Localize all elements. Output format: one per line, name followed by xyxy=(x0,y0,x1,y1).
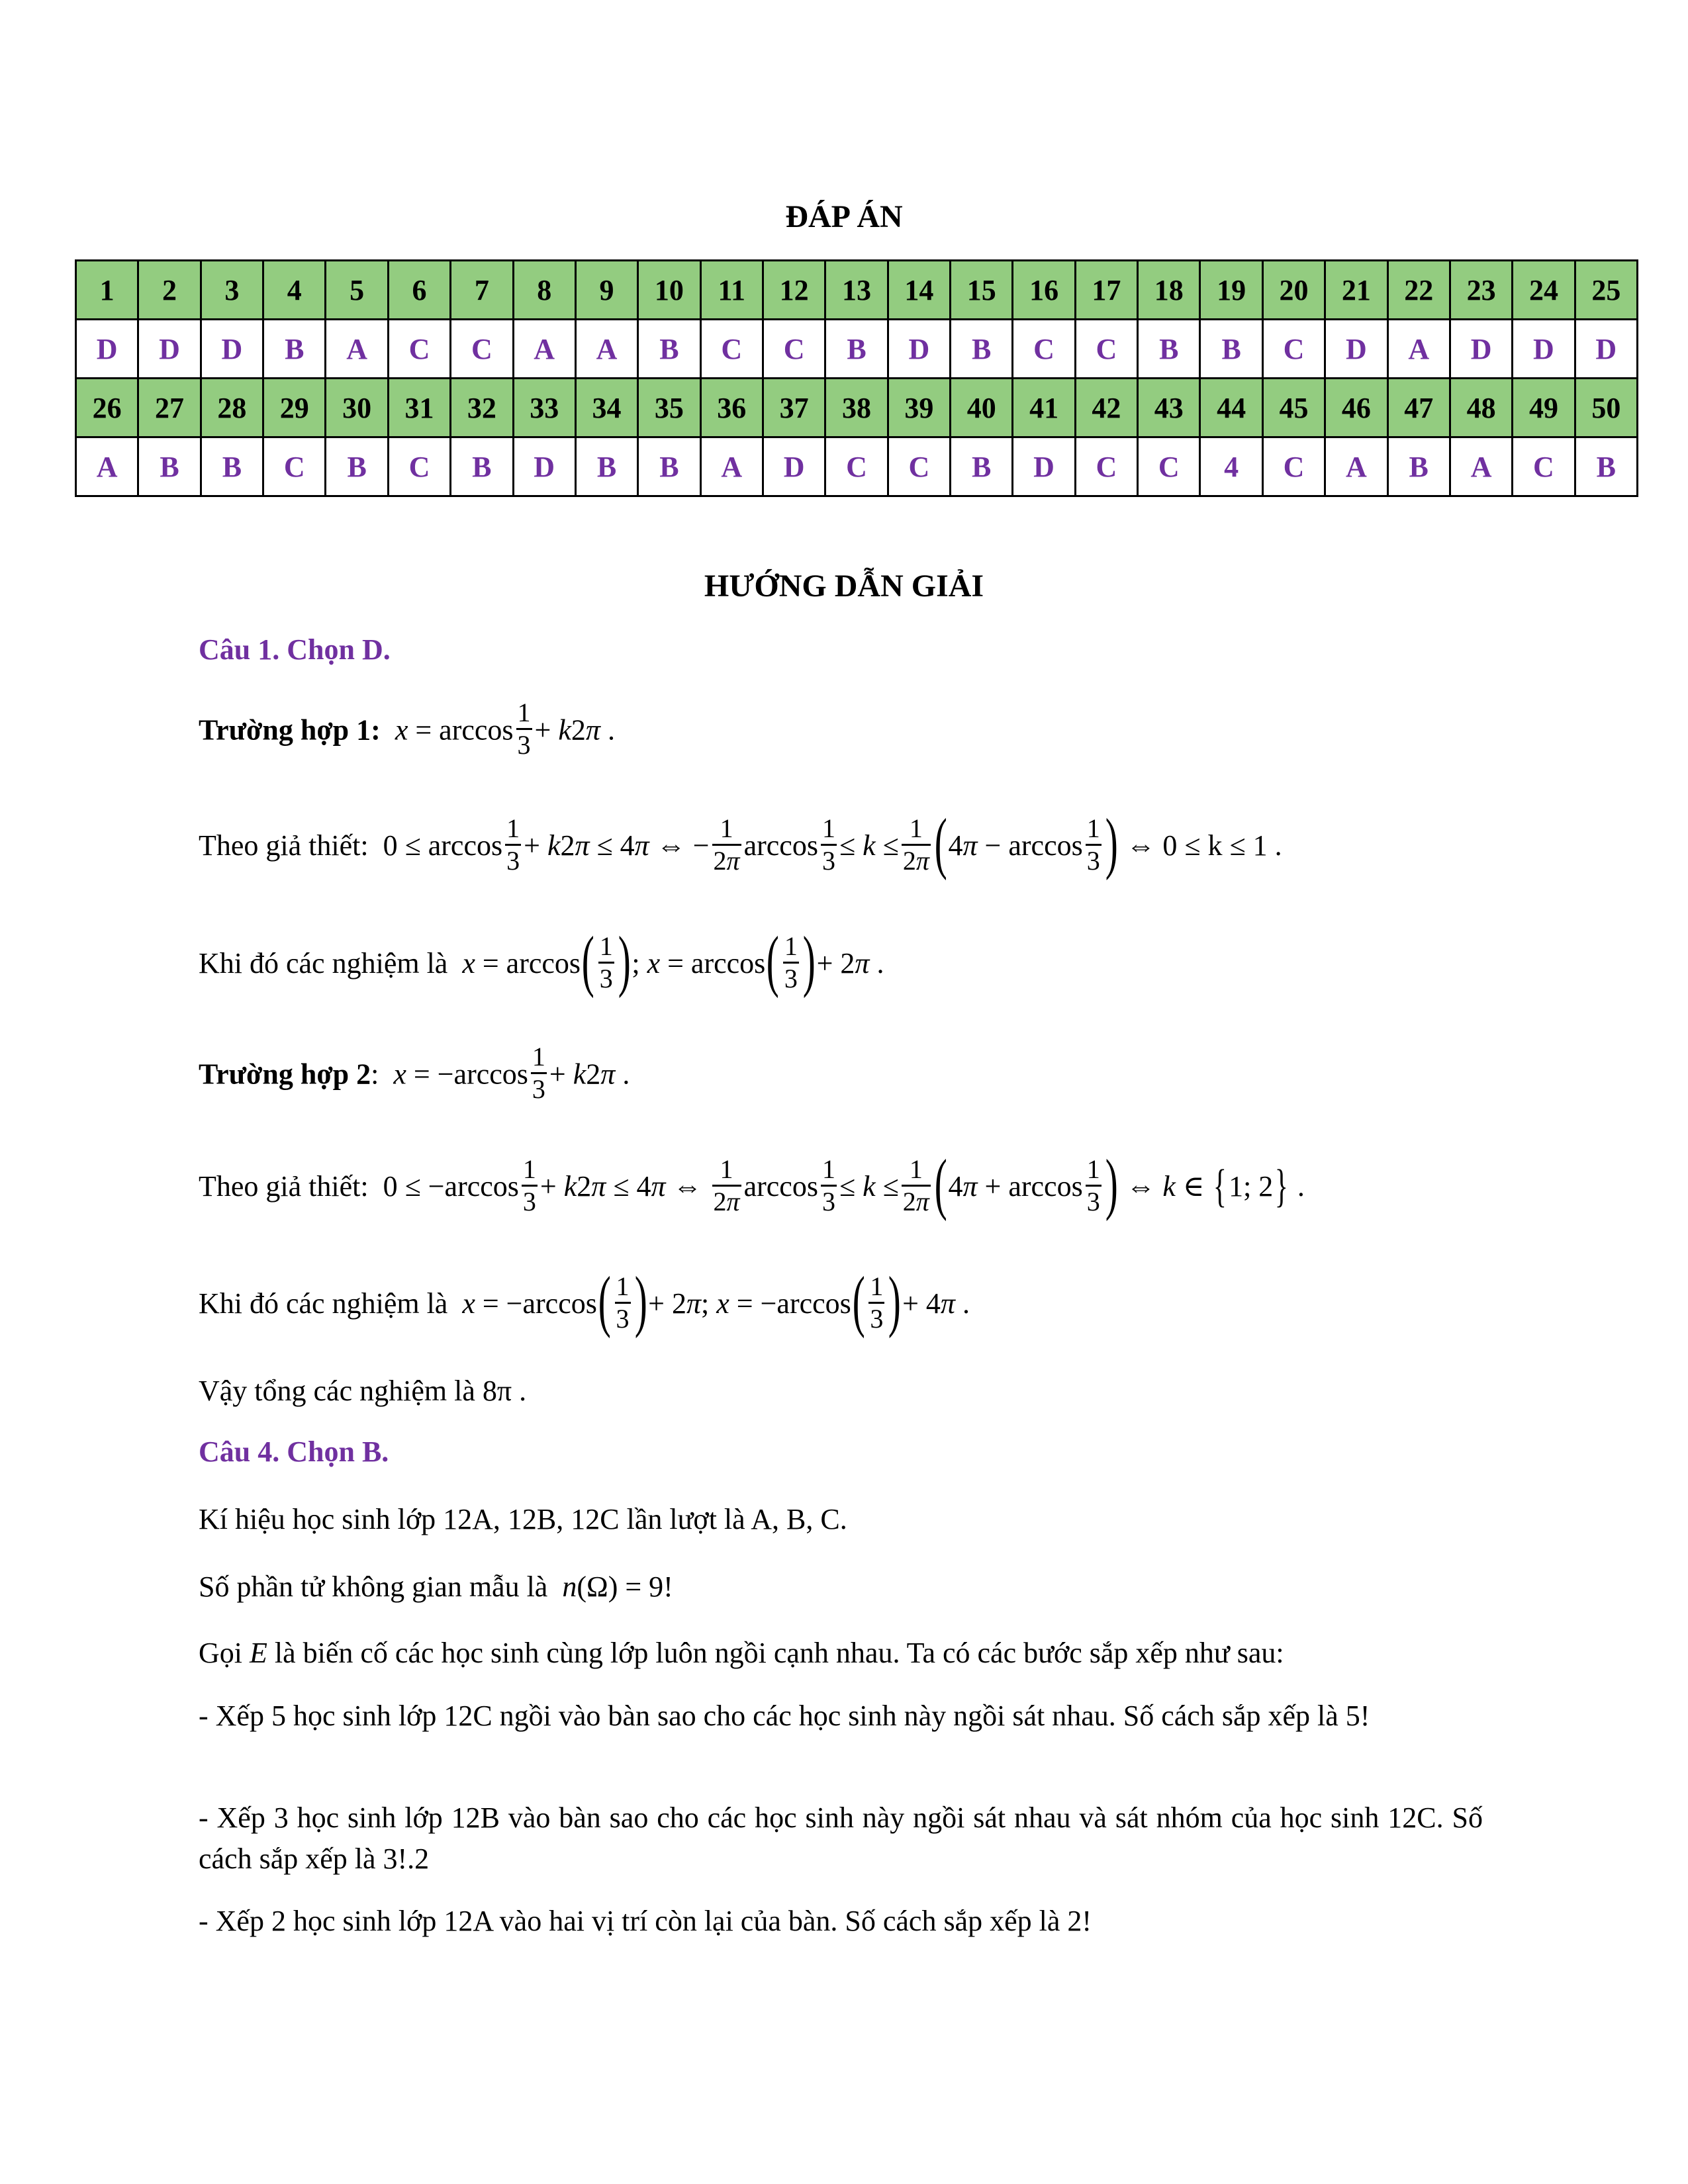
answer-cell: D xyxy=(1450,320,1512,379)
question-number-cell: 7 xyxy=(451,261,513,320)
paren-left: ( xyxy=(598,1263,611,1339)
answer-cell: D xyxy=(1513,320,1575,379)
question-number-cell: 24 xyxy=(1513,261,1575,320)
q4-p5: - Xếp 3 học sinh lớp 12B vào bàn sao cho các học sinh này ngồi sát nhau và sát nhóm của học sinh 12C. Số cách sắp xếp là 3!.2 xyxy=(199,1801,1483,1875)
q1-heading: Câu 1. Chọn D. xyxy=(199,633,391,666)
p2-text: Số phần tử không gian mẫu là xyxy=(199,1570,548,1603)
q1-case2-formula xyxy=(199,1042,630,1109)
case2-label: Trường hợp 2 xyxy=(199,1058,371,1091)
question-number-cell: 39 xyxy=(888,379,950,437)
formula-text: 0 ≤ −arccos xyxy=(375,1170,519,1203)
answer-cell: D xyxy=(138,320,201,379)
answer-cell: C xyxy=(1013,320,1075,379)
question-number-cell: 48 xyxy=(1450,379,1512,437)
then-label: Khi đó các nghiệm là xyxy=(199,1287,448,1320)
formula-text: + 2π; x = −arccos xyxy=(648,1287,851,1320)
answer-cell: B xyxy=(263,320,326,379)
question-number-cell: 28 xyxy=(201,379,263,437)
sum-value: 8π xyxy=(482,1375,512,1407)
formula-text: n(Ω) = xyxy=(562,1570,649,1603)
answer-cell: C xyxy=(263,437,326,496)
answer-cell: C xyxy=(1075,320,1137,379)
fraction: $\frac{1}{3}$ xyxy=(616,1271,630,1334)
q4-p1: Kí hiệu học sinh lớp 12A, 12B, 12C lần lượt là A, B, C. xyxy=(199,1503,847,1535)
answer-cell: D xyxy=(513,437,575,496)
number-row-2 xyxy=(76,379,1638,437)
question-number-cell: 34 xyxy=(575,379,637,437)
question-number-cell: 21 xyxy=(1325,261,1387,320)
paren-right: ) xyxy=(1105,1146,1118,1222)
fraction: $\frac{1}{3}$ xyxy=(870,1271,884,1334)
answer-cell: B xyxy=(201,437,263,496)
question-number-cell: 33 xyxy=(513,379,575,437)
q4-p2 xyxy=(199,1572,673,1602)
answer-cell: A xyxy=(513,320,575,379)
question-number-cell: 44 xyxy=(1200,379,1262,437)
question-number-cell: 40 xyxy=(951,379,1013,437)
answer-cell: B xyxy=(638,320,700,379)
question-number-cell: 3 xyxy=(201,261,263,320)
answer-cell: B xyxy=(638,437,700,496)
question-number-cell: 26 xyxy=(76,379,138,437)
answer-cell: C xyxy=(825,437,888,496)
question-number-cell: 4 xyxy=(263,261,326,320)
formula-text: ≤ k ≤ xyxy=(839,1170,899,1203)
question-number-cell: 23 xyxy=(1450,261,1512,320)
answer-cell: B xyxy=(825,320,888,379)
formula-text: 4π − arccos xyxy=(948,829,1083,862)
formula-text: x = −arccos xyxy=(462,1287,597,1320)
fraction: $\frac{1}{3}$ xyxy=(784,931,798,993)
question-number-cell: 15 xyxy=(951,261,1013,320)
answer-row-1 xyxy=(76,320,1638,379)
formula-text: ⇔ xyxy=(1119,829,1163,862)
answer-cell: B xyxy=(1138,320,1200,379)
question-number-cell: 49 xyxy=(1513,379,1575,437)
then-label: Khi đó các nghiệm là xyxy=(199,947,448,980)
q1-sum xyxy=(199,1377,526,1406)
paren-right: ) xyxy=(618,923,631,999)
question-number-cell: 9 xyxy=(575,261,637,320)
formula-text: + 4π . xyxy=(902,1287,970,1320)
answer-cell: C xyxy=(888,437,950,496)
question-number-cell: 6 xyxy=(388,261,450,320)
question-number-cell: 2 xyxy=(138,261,201,320)
question-number-cell: 31 xyxy=(388,379,450,437)
solutions-heading: HƯỚNG DẪN GIẢI xyxy=(704,569,984,604)
answer-cell: D xyxy=(763,437,825,496)
formula-text: x = arccos xyxy=(462,947,581,980)
question-number-cell: 20 xyxy=(1262,261,1325,320)
question-number-cell: 18 xyxy=(1138,261,1200,320)
answer-cell: C xyxy=(388,437,450,496)
case1-label: Trường hợp 1: xyxy=(199,713,381,747)
answer-cell: C xyxy=(1262,437,1325,496)
answer-cell: D xyxy=(201,320,263,379)
fraction: $\frac{1}{2\pi}$ xyxy=(713,1154,740,1216)
question-number-cell: 11 xyxy=(700,261,763,320)
paren-right: ) xyxy=(1105,805,1118,881)
question-number-cell: 42 xyxy=(1075,379,1137,437)
q1-case1-solutions xyxy=(199,923,884,1001)
answer-cell: A xyxy=(1387,320,1450,379)
question-number-cell: 30 xyxy=(326,379,388,437)
answer-cell: B xyxy=(451,437,513,496)
answer-cell: D xyxy=(888,320,950,379)
question-number-cell: 35 xyxy=(638,379,700,437)
answer-cell: D xyxy=(76,320,138,379)
question-number-cell: 14 xyxy=(888,261,950,320)
assume-label: Theo giả thiết: xyxy=(199,1170,369,1203)
answer-cell: B xyxy=(1575,437,1637,496)
fraction: $\frac{1}{3}$ xyxy=(599,931,613,993)
q4-p6: - Xếp 2 học sinh lớp 12A vào hai vị trí còn lại của bàn. Số cách sắp xếp là 2! xyxy=(199,1905,1092,1937)
q4-p3 xyxy=(199,1639,1284,1668)
fraction: $\frac{1}{2\pi}$ xyxy=(713,813,740,876)
answer-cell: A xyxy=(1450,437,1512,496)
question-number-cell: 1 xyxy=(76,261,138,320)
fraction: $\frac{1}{3}$ xyxy=(532,1042,545,1104)
question-number-cell: 8 xyxy=(513,261,575,320)
q1-case2-solutions xyxy=(199,1263,970,1341)
q1-case1-formula xyxy=(199,698,615,764)
q4-heading: Câu 4. Chọn B. xyxy=(199,1435,389,1468)
answer-cell: D xyxy=(1575,320,1637,379)
formula-text: . xyxy=(512,1375,527,1407)
question-number-cell: 45 xyxy=(1262,379,1325,437)
question-number-cell: 17 xyxy=(1075,261,1137,320)
question-number-cell: 41 xyxy=(1013,379,1075,437)
question-number-cell: 46 xyxy=(1325,379,1387,437)
fraction: $\frac{1}{3}$ xyxy=(517,698,531,760)
q1-case1-condition xyxy=(199,805,1282,883)
paren-left: ( xyxy=(581,923,594,999)
answer-cell: B xyxy=(951,320,1013,379)
question-number-cell: 43 xyxy=(1138,379,1200,437)
p3-var: E xyxy=(250,1637,267,1669)
formula-text: arccos xyxy=(743,829,818,862)
answer-cell: A xyxy=(326,320,388,379)
formula-text: + k2π . xyxy=(534,713,615,747)
question-number-cell: 13 xyxy=(825,261,888,320)
paren-right: ) xyxy=(634,1263,647,1339)
answer-cell: A xyxy=(700,437,763,496)
paren-right: ) xyxy=(802,923,816,999)
answer-cell: C xyxy=(451,320,513,379)
p3-after: là biến cố các học sinh cùng lớp luôn ngồi cạnh nhau. Ta có các bước sắp xếp như sau: xyxy=(274,1637,1284,1669)
question-number-cell: 38 xyxy=(825,379,888,437)
question-number-cell: 10 xyxy=(638,261,700,320)
fraction: $\frac{1}{3}$ xyxy=(1086,813,1100,876)
formula-text: 4π + arccos xyxy=(948,1170,1083,1203)
answer-cell: A xyxy=(76,437,138,496)
answer-cell: C xyxy=(1262,320,1325,379)
question-number-cell: 36 xyxy=(700,379,763,437)
fraction: $\frac{1}{3}$ xyxy=(522,1154,536,1216)
answers-heading: ĐÁP ÁN xyxy=(785,199,903,234)
brace-left: { xyxy=(1213,1161,1227,1212)
answer-cell: C xyxy=(1075,437,1137,496)
answer-cell: B xyxy=(326,437,388,496)
answer-cell: C xyxy=(1513,437,1575,496)
fraction: $\frac{1}{3}$ xyxy=(821,1154,835,1216)
formula-text: . xyxy=(1289,1170,1305,1203)
k-range: 0 ≤ k ≤ 1 xyxy=(1162,829,1268,862)
question-number-cell: 29 xyxy=(263,379,326,437)
question-number-cell: 50 xyxy=(1575,379,1637,437)
q1-case2-condition xyxy=(199,1146,1305,1224)
fraction: $\frac{1}{2\pi}$ xyxy=(902,813,929,876)
question-number-cell: 25 xyxy=(1575,261,1637,320)
formula-text: + k2π ≤ 4π ⇔ − xyxy=(524,829,710,862)
question-number-cell: 16 xyxy=(1013,261,1075,320)
answer-cell: B xyxy=(1200,320,1262,379)
paren-left: ( xyxy=(934,805,947,881)
fraction: $\frac{1}{3}$ xyxy=(506,813,520,876)
answer-cell: A xyxy=(1325,437,1387,496)
assume-label: Theo giả thiết: xyxy=(199,829,369,862)
answer-cell: D xyxy=(1325,320,1387,379)
formula-text: x = arccos xyxy=(395,713,514,747)
answer-cell: C xyxy=(700,320,763,379)
question-number-cell: 32 xyxy=(451,379,513,437)
answer-cell: C xyxy=(763,320,825,379)
answer-cell: B xyxy=(1387,437,1450,496)
question-number-cell: 27 xyxy=(138,379,201,437)
formula-text: 0 ≤ arccos xyxy=(375,829,503,862)
formula-text: ⇔ k ∈ xyxy=(1119,1170,1212,1203)
formula-text: + k2π . xyxy=(549,1058,630,1091)
q4-p4: - Xếp 5 học sinh lớp 12C ngồi vào bàn sao cho các học sinh này ngồi sát nhau. Số cách sắp xếp là 5! xyxy=(199,1700,1370,1732)
formula-text: ≤ k ≤ xyxy=(839,829,899,862)
paren-right: ) xyxy=(888,1263,902,1339)
paren-left: ( xyxy=(767,923,780,999)
answer-cell: C xyxy=(388,320,450,379)
fraction: $\frac{1}{3}$ xyxy=(821,813,835,876)
answer-cell: D xyxy=(1013,437,1075,496)
brace-right: } xyxy=(1275,1161,1289,1212)
answer-cell: A xyxy=(575,320,637,379)
paren-left: ( xyxy=(852,1263,865,1339)
p3-before: Gọi xyxy=(199,1637,242,1669)
fraction: $\frac{1}{3}$ xyxy=(1086,1154,1100,1216)
formula-text: : x = −arccos xyxy=(371,1058,528,1091)
question-number-cell: 19 xyxy=(1200,261,1262,320)
answer-cell: C xyxy=(1138,437,1200,496)
answer-cell: B xyxy=(575,437,637,496)
formula-text: + 2π . xyxy=(816,947,884,980)
answer-cell: B xyxy=(138,437,201,496)
question-number-cell: 22 xyxy=(1387,261,1450,320)
sum-label: Vậy tổng các nghiệm là xyxy=(199,1375,475,1407)
question-number-cell: 12 xyxy=(763,261,825,320)
answer-table xyxy=(75,259,1638,497)
number-row-1 xyxy=(76,261,1638,320)
question-number-cell: 47 xyxy=(1387,379,1450,437)
fraction: $\frac{1}{2\pi}$ xyxy=(902,1154,929,1216)
paren-left: ( xyxy=(934,1146,947,1222)
formula-text: . xyxy=(1267,829,1282,862)
question-number-cell: 5 xyxy=(326,261,388,320)
formula-text: arccos xyxy=(743,1170,818,1203)
answer-row-2 xyxy=(76,437,1638,496)
formula-text: + k2π ≤ 4π ⇔ xyxy=(539,1170,710,1203)
answer-cell: 4 xyxy=(1200,437,1262,496)
k-set: 1; 2 xyxy=(1229,1170,1274,1203)
question-number-cell: 37 xyxy=(763,379,825,437)
p2-value: 9! xyxy=(649,1570,673,1603)
formula-text: ; x = arccos xyxy=(632,947,766,980)
answer-cell: B xyxy=(951,437,1013,496)
